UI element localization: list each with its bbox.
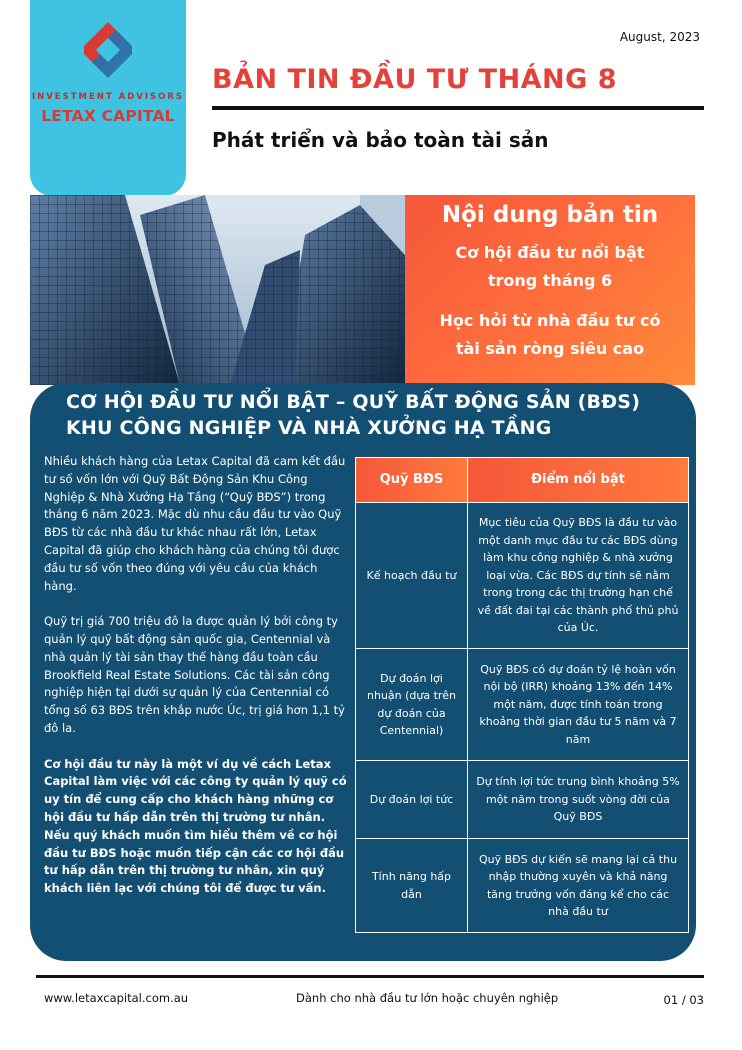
issue-date: August, 2023 [619,30,700,44]
hero-skyscraper-image [30,195,405,385]
footer-divider [36,975,704,978]
article-body [44,453,348,916]
row-label: Dự đoán lợi nhuận (dựa trên dự đoán của Centennial) [356,649,468,761]
table-row [356,649,689,761]
table-header-fund: Quỹ BĐS [356,458,468,503]
table-row [356,839,689,933]
article-call-to-action: Cơ hội đầu tư này là một ví dụ về cách Letax Capital làm việc với các công ty quản lý quỹ có uy tín để cung cấp cho khách hàng những cơ hội đầu tư hấp dẫn trên thị trường tư nhân. Nếu quý khách muốn tìm hiểu thêm về cơ hội đầu tư BĐS hoặc muốn tiếp cận các cơ hội đầu tư hấp dẫn trên thị trường tư nhân, xin quý khách liên lạc với chúng tôi để được tư vấn. [44,756,347,896]
article-card [30,383,696,961]
contents-item-line: Học hỏi từ nhà đầu tư có [439,311,661,330]
row-label: Kế hoạch đầu tư [356,503,468,649]
brand-name: LETAX CAPITAL [41,107,175,125]
footer-website-link[interactable]: www.letaxcapital.com.au [44,991,189,1005]
logo-panel [30,0,186,196]
row-text: Quỹ BĐS dự kiến sẽ mang lại cả thu nhập thường xuyên và khả năng tăng trưởng vốn đáng kể cho các nhà đầu tư [468,839,689,933]
contents-item-line: Cơ hội đầu tư nổi bật [455,243,645,262]
brand-tagline: INVESTMENT ADVISORS [31,92,185,102]
row-text: Dự tính lợi tức trung bình khoảng 5% một năm trong suốt vòng đời của Quỹ BĐS [468,761,689,839]
contents-item-opportunity[interactable] [405,239,695,295]
newsletter-contents [405,195,695,385]
contents-item-line: trong tháng 6 [487,271,613,290]
contents-item-line: tài sản ròng siêu cao [455,339,645,358]
table-header-highlights: Điểm nổi bật [468,458,689,503]
row-text: Mục tiêu của Quỹ BĐS là đầu tư vào một danh mục đầu tư các BĐS dùng làm khu công nghiệp & nhà xưởng loại vừa. Các BĐS dự tính sẽ nằm trong trong các thị trường hạn chế về đất đai tại các thành phố thủ phủ của Úc. [468,503,689,649]
article-paragraph: Quỹ trị giá 700 triệu đô la được quản lý bởi công ty quản lý quỹ bất động sản quốc gia, Centennial và nhà quản lý tài sản thay thế hàng đầu toàn cầu Brookfield Real Estate Solutions. Các tài sản công nghiệp hiện tại dưới sự quản lý của Centennial có tổng số 63 BĐS trên khắp nước Úc, trị giá hơn 1,1 tỷ đô la. [44,614,345,735]
row-text: Quỹ BĐS có dự đoán tỷ lệ hoàn vốn nội bộ (IRR) khoảng 13% đến 14% một năm, được tính toán trong khoảng thời gian đầu tư 5 năm và 7 năm [468,649,689,761]
page-number: 01 / 03 [663,993,704,1007]
article-paragraph: Nhiều khách hàng của Letax Capital đã cam kết đầu tư số vốn lớn với Quỹ Bất Động Sản Khu Công Nghiệp & Nhà Xưởng Hạ Tầng (“Quỹ BĐS”) trong tháng 6 năm 2023. Mặc dù nhu cầu đầu tư vào Quỹ BĐS từ các nhà đầu tư khác nhau rất lớn, Letax Capital đã giúp cho khách hàng của chúng tôi được đầu tư số vốn theo đúng với yêu cầu của khách hàng. [44,454,346,593]
article-heading-line: CƠ HỘI ĐẦU TƯ NỔI BẬT – QUỸ BẤT ĐỘNG SẢN (BĐS) [66,391,641,413]
table-header-row [356,458,689,503]
table-row [356,761,689,839]
article-heading [66,389,666,441]
contents-title: Nội dung bản tin [441,202,659,228]
title-divider [212,106,704,110]
row-label: Tính năng hấp dẫn [356,839,468,933]
fund-highlights-table [355,457,689,933]
table-row [356,503,689,649]
contents-item-hnw-investor[interactable] [405,307,695,363]
row-label: Dự đoán lợi tức [356,761,468,839]
article-heading-line: KHU CÔNG NGHIỆP VÀ NHÀ XƯỞNG HẠ TẦNG [66,417,552,439]
newsletter-title: BẢN TIN ĐẦU TƯ THÁNG 8 [212,64,618,95]
letax-logo-icon [78,20,138,80]
footer-audience-note: Dành cho nhà đầu tư lớn hoặc chuyên nghiệp [296,991,559,1005]
newsletter-subtitle: Phát triển và bảo toàn tài sản [212,128,549,152]
